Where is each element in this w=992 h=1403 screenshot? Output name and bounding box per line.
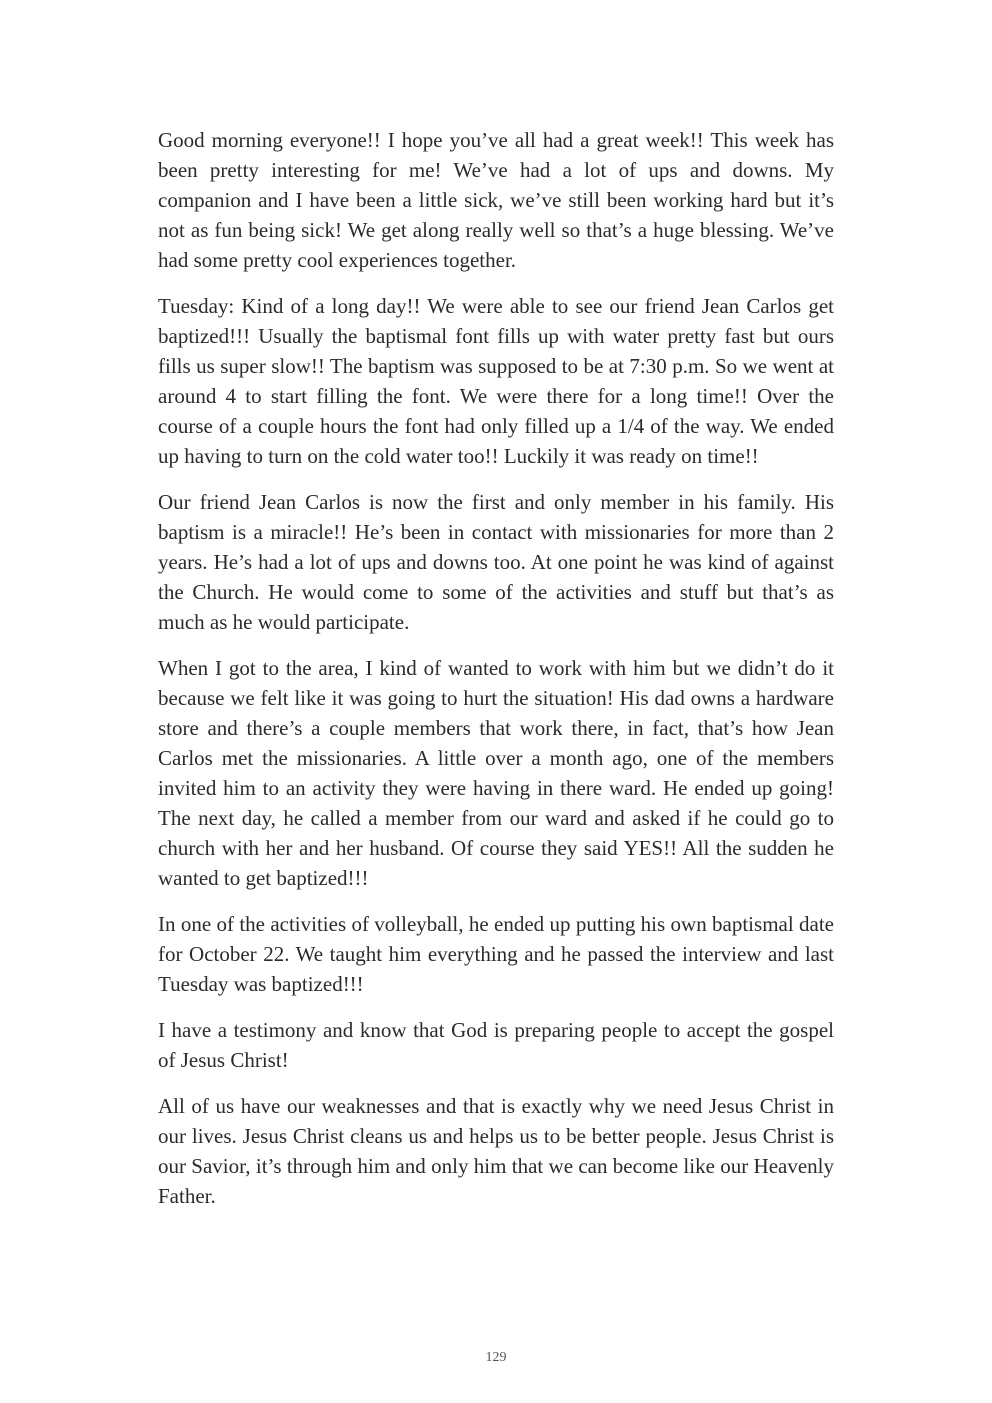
body-text <box>158 125 834 1227</box>
paragraph: When I got to the area, I kind of wanted to work with him but we didn’t do it because we felt like it was going to hurt the situation! His dad owns a hardware store and there’s a couple members that work there, in fact, that’s how Jean Carlos met the missionaries. A little over a month ago, one of the members invited him to an activity they were having in there ward. He ended up going! The next day, he called a member from our ward and asked if he could go to church with her and her husband. Of course they said YES!! All the sudden he wanted to get baptized!!! <box>158 656 834 890</box>
paragraph: Our friend Jean Carlos is now the first and only member in his family. His baptism is a miracle!! He’s been in contact with missionaries for more than 2 years. He’s had a lot of ups and downs too. At one point he was kind of against the Church. He would come to some of the activities and stuff but that’s as much as he would participate. <box>158 490 834 634</box>
paragraph: All of us have our weaknesses and that is exactly why we need Jesus Christ in our lives. Jesus Christ cleans us and helps us to be better people. Jesus Christ is our Savior, it’s through him and only him that we can become like our Heavenly Father. <box>158 1094 834 1208</box>
paragraph: Good morning everyone!! I hope you’ve all had a great week!! This week has been pretty interesting for me! We’ve had a lot of ups and downs. My companion and I have been a little sick, we’ve still been working hard but it’s not as fun being sick! We get along really well so that’s a huge blessing. We’ve had some pretty cool experiences together. <box>158 128 834 272</box>
paragraph: Tuesday: Kind of a long day!! We were able to see our friend Jean Carlos get baptized!!! Usually the baptismal font fills up with water pretty fast but ours fills us super slow!! The baptism was supposed to be at 7:30 p.m. So we went at around 4 to start filling the font. We were there for a long time!! Over the course of a couple hours the font had only filled up a 1/4 of the way. We ended up having to turn on the cold water too!! Luckily it was ready on time!! <box>158 294 834 468</box>
paragraph: In one of the activities of volleyball, he ended up putting his own baptismal date for October 22. We taught him everything and he passed the interview and last Tuesday was baptized!!! <box>158 912 834 996</box>
page-number: 129 <box>485 1350 507 1365</box>
paragraph: I have a testimony and know that God is preparing people to accept the gospel of Jesus Christ! <box>158 1018 834 1072</box>
